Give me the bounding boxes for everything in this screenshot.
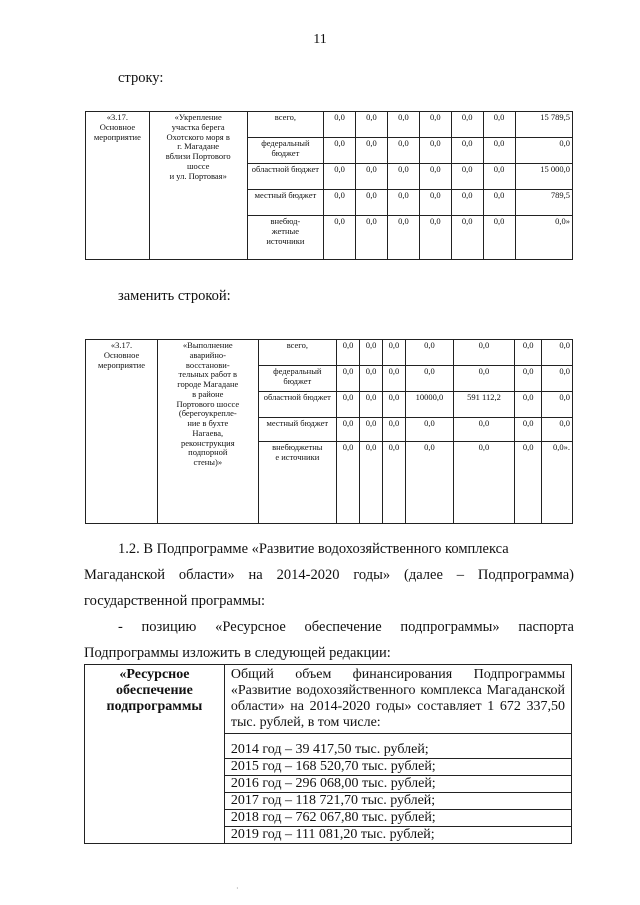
funding-source-cell: местный бюджет	[247, 190, 324, 216]
value-cell: 0,0	[451, 190, 483, 216]
value-cell: 0,0	[382, 418, 405, 442]
value-cell: 0,0	[356, 190, 388, 216]
value-cell: 0,0	[324, 190, 356, 216]
value-cell: 0,0	[419, 164, 451, 190]
value-cell: 0,0	[483, 112, 515, 138]
value-cell: 0,0	[419, 138, 451, 164]
table-row	[86, 340, 573, 366]
value-cell: 0,0»	[515, 216, 573, 260]
value-cell: 0,0	[382, 442, 405, 524]
bullet-line1: - позицию «Ресурсное обеспечение подпрограммы» паспорта	[118, 619, 574, 635]
value-cell: 0,0	[515, 138, 573, 164]
value-cell: 0,0	[451, 216, 483, 260]
value-cell: 10000,0	[405, 392, 453, 418]
value-cell: 0,0	[515, 442, 542, 524]
value-cell: 0,0	[324, 216, 356, 260]
value-cell: 789,5	[515, 190, 573, 216]
value-cell: 0,0	[515, 366, 542, 392]
resource-summary: Общий объем финансирования Подпрограммы «Развитие водохозяйственного комплекса Магаданской области» на 2014-2020 годы» составляет 1 672 337,50 тыс. рублей, в том числе:	[224, 665, 571, 734]
event-name-cell: «Укрепление участка берега Охотского моря в г. Магадане вблизи Портового шоссе и ул. Портовая»	[149, 112, 247, 260]
value-cell: 0,0	[360, 366, 383, 392]
scan-mark: ·	[236, 884, 239, 893]
value-cell: 0,0	[356, 112, 388, 138]
value-cell: 0,0	[337, 442, 360, 524]
bullet-line2: Подпрограммы изложить в следующей редакции:	[84, 645, 391, 661]
value-cell: 0,0	[453, 418, 514, 442]
value-cell: 0,0	[483, 190, 515, 216]
year-line: 2017 год – 118 721,70 тыс. рублей;	[225, 792, 571, 809]
value-cell: 0,0	[360, 392, 383, 418]
value-cell: 0,0	[453, 366, 514, 392]
value-cell: 0,0	[324, 164, 356, 190]
value-cell: 591 112,2	[453, 392, 514, 418]
value-cell: 0,0	[356, 164, 388, 190]
value-cell: 0,0	[515, 340, 542, 366]
value-cell: 0,0	[453, 340, 514, 366]
year-line: 2014 год – 39 417,50 тыс. рублей;	[230, 742, 429, 757]
resource-table	[84, 664, 572, 844]
value-cell: 0,0	[337, 340, 360, 366]
value-cell: 0,0	[360, 442, 383, 524]
value-cell: 0,0	[451, 164, 483, 190]
value-cell: 0,0	[515, 418, 542, 442]
funding-source-cell: всего,	[258, 340, 337, 366]
value-cell: 0,0	[387, 190, 419, 216]
value-cell: 0,0	[382, 340, 405, 366]
funding-source-cell: областной бюджет	[247, 164, 324, 190]
section-1-2-line3: государственной программы:	[84, 593, 265, 609]
resource-years	[224, 734, 571, 844]
funding-source-cell: областной бюджет	[258, 392, 337, 418]
event-name-cell: «Выполнение аварийно- восстанови- тельных работ в городе Магадане в районе Портового шоссе (берегоукрепле- ние в бухте Нагаева, реконструкция подпорной стены)»	[158, 340, 258, 524]
value-cell: 0,0	[419, 112, 451, 138]
value-cell: 0,0	[356, 138, 388, 164]
year-line: 2016 год – 296 068,00 тыс. рублей;	[225, 775, 571, 792]
page-number: 11	[313, 32, 327, 47]
value-cell: 0,0	[387, 112, 419, 138]
value-cell: 0,0	[360, 418, 383, 442]
value-cell: 0,0	[382, 392, 405, 418]
funding-source-cell: всего,	[247, 112, 324, 138]
value-cell: 0,0	[387, 138, 419, 164]
year-line: 2019 год – 111 081,20 тыс. рублей;	[225, 826, 571, 843]
funding-source-cell: местный бюджет	[258, 418, 337, 442]
value-cell: 0,0	[451, 112, 483, 138]
value-cell: 0,0	[337, 366, 360, 392]
table-row	[86, 112, 573, 138]
value-cell: 0,0	[451, 138, 483, 164]
value-cell: 0,0	[324, 138, 356, 164]
year-line: 2018 год – 762 067,80 тыс. рублей;	[225, 809, 571, 826]
value-cell: 0,0	[405, 340, 453, 366]
value-cell: 0,0	[453, 442, 514, 524]
event-number-cell: «3.17. Основное мероприятие	[86, 340, 158, 524]
value-cell: 0,0	[387, 164, 419, 190]
value-cell: 0,0	[405, 442, 453, 524]
value-cell: 0,0».	[542, 442, 573, 524]
value-cell: 0,0	[483, 164, 515, 190]
value-cell: 0,0	[387, 216, 419, 260]
value-cell: 0,0	[337, 418, 360, 442]
funding-source-cell: внебюд- жетные источники	[247, 216, 324, 260]
new-row-table	[85, 339, 573, 524]
value-cell: 0,0	[324, 112, 356, 138]
value-cell: 0,0	[483, 216, 515, 260]
value-cell: 0,0	[337, 392, 360, 418]
value-cell: 0,0	[419, 216, 451, 260]
funding-source-cell: внебюджетны е источники	[258, 442, 337, 524]
intro-with-label: заменить строкой:	[118, 288, 231, 304]
value-cell: 0,0	[483, 138, 515, 164]
section-1-2-line2: Магаданской области» на 2014-2020 годы» (далее – Подпрограмма)	[84, 567, 574, 583]
intro-replace-label: строку:	[118, 70, 164, 86]
value-cell: 0,0	[405, 418, 453, 442]
value-cell: 0,0	[360, 340, 383, 366]
resource-heading: «Ресурсное обеспечение подпрограммы	[85, 665, 225, 844]
value-cell: 15 789,5	[515, 112, 573, 138]
value-cell: 0,0	[542, 418, 573, 442]
value-cell: 0,0	[542, 340, 573, 366]
value-cell: 0,0	[515, 392, 542, 418]
value-cell: 0,0	[382, 366, 405, 392]
funding-source-cell: федеральный бюджет	[247, 138, 324, 164]
year-line: 2015 год – 168 520,70 тыс. рублей;	[225, 758, 571, 775]
event-number-cell: «3.17. Основное мероприятие	[86, 112, 150, 260]
section-1-2-line1: 1.2. В Подпрограмме «Развитие водохозяйственного комплекса	[118, 541, 509, 557]
value-cell: 0,0	[356, 216, 388, 260]
value-cell: 15 000,0	[515, 164, 573, 190]
old-row-table	[85, 111, 573, 260]
value-cell: 0,0	[542, 366, 573, 392]
value-cell: 0,0	[405, 366, 453, 392]
value-cell: 0,0	[542, 392, 573, 418]
funding-source-cell: федеральный бюджет	[258, 366, 337, 392]
value-cell: 0,0	[419, 190, 451, 216]
